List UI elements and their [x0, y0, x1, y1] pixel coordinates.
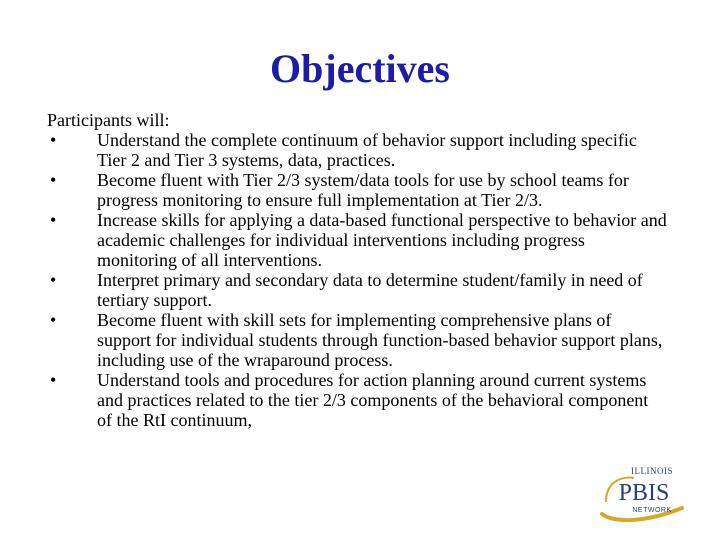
objectives-list	[47, 130, 667, 430]
objective-text: Understand tools and procedures for action planning around current systems and practices related to the tier 2/3 components of the behavioral component of the RtI continuum,	[97, 370, 649, 430]
objective-text: Increase skills for applying a data-based functional perspective to behavior and academic challenges for individual interventions including progress monitoring of all interventions.	[97, 210, 667, 270]
objective-item	[47, 210, 667, 270]
bullet-icon: •	[50, 130, 57, 150]
bullet-icon: •	[50, 170, 57, 190]
objective-text: Understand the complete continuum of behavior support including specific Tier 2 and Tier 3 systems, data, practices.	[97, 130, 637, 170]
objective-item	[47, 370, 667, 430]
logo-top-text: ILLINOIS	[631, 466, 673, 476]
objective-item	[47, 310, 667, 370]
logo-bottom-text: NETWORK	[632, 507, 672, 514]
slide-body	[47, 110, 667, 430]
objective-item	[47, 130, 667, 170]
pbis-network-logo	[596, 462, 688, 526]
slide-title: Objectives	[270, 46, 450, 91]
bullet-icon: •	[50, 210, 57, 230]
objective-text: Become fluent with Tier 2/3 system/data tools for use by school teams for progress monitoring to ensure full implementation at Tier 2/3.	[97, 170, 629, 210]
intro-text: Participants will:	[47, 110, 170, 130]
objective-text: Interpret primary and secondary data to determine student/family in need of tertiary support.	[97, 270, 643, 310]
objective-item	[47, 170, 667, 210]
objective-item	[47, 270, 667, 310]
objective-text: Become fluent with skill sets for implementing comprehensive plans of support for individual students through function-based behavior support plans, including use of the wraparound process.	[97, 310, 663, 370]
bullet-icon: •	[50, 310, 57, 330]
bullet-icon: •	[50, 270, 57, 290]
bullet-icon: •	[50, 370, 57, 390]
logo-main-text: PBIS	[618, 480, 670, 506]
